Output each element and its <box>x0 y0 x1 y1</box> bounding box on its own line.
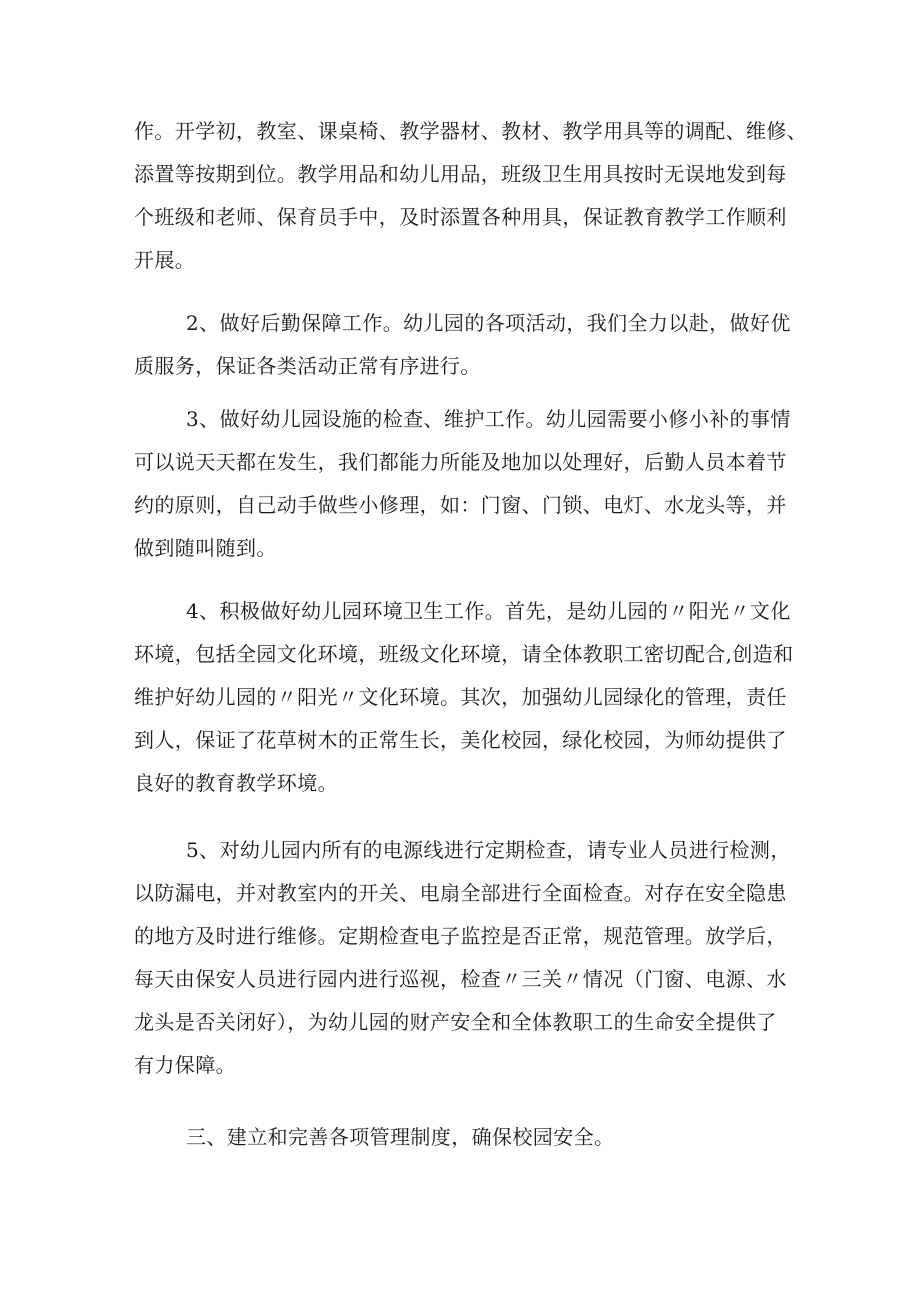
text-line: 质服务，保证各类活动正常有序进行。 <box>134 354 481 378</box>
paragraph-facilities <box>134 110 808 282</box>
text-line: 个班级和老师、保育员手中，及时添置各种用具，保证教育教学工作顺利 <box>134 205 787 229</box>
text-line: 做到随叫随到。 <box>134 536 277 560</box>
paragraph-item-4 <box>134 590 800 805</box>
text-line: 作。开学初，教室、课桌椅、教学器材、教材、教学用具等的调配、维修、 <box>134 119 808 143</box>
text-line: 可以说天天都在发生，我们都能力所能及地加以处理好，后勤人员本着节 <box>134 450 787 474</box>
text-line: 添置等按期到位。教学用品和幼儿用品，班级卫生用具按时无误地发到每 <box>134 162 787 186</box>
paragraph-item-2 <box>134 302 800 388</box>
heading-text: 三、建立和完善各项管理制度，确保校园安全。 <box>186 1125 615 1149</box>
text-line: 环境，包括全园文化环境，班级文化环境，请全体教职工密切配合,创造和 <box>134 642 794 666</box>
text-line: 维护好幼儿园的〃阳光〃文化环境。其次，加强幼儿园绿化的管理，责任 <box>134 685 787 709</box>
text-line: 每天由保安人员进行园内进行巡视，检查〃三关〃情况（门窗、电源、水 <box>134 967 787 991</box>
text-line: 约的原则，自己动手做些小修理，如：门窗、门锁、电灯、水龙头等，并 <box>134 493 787 517</box>
text-line: 4、积极做好幼儿园环境卫生工作。首先，是幼儿园的〃阳光〃文化 <box>186 599 791 623</box>
paragraph-item-3 <box>134 398 800 570</box>
section-heading <box>134 1116 800 1159</box>
text-line: 2、做好后勤保障工作。幼儿园的各项活动，我们全力以赴，做好优 <box>186 311 791 335</box>
text-line: 5、对幼儿园内所有的电源线进行定期检查，请专业人员进行检测， <box>186 838 791 862</box>
text-line: 有力保障。 <box>134 1053 236 1077</box>
text-line: 开展。 <box>134 248 196 272</box>
paragraph-item-5 <box>134 829 800 1087</box>
text-line: 的地方及时进行维修。定期检查电子监控是否正常，规范管理。放学后， <box>134 924 787 948</box>
text-line: 龙头是否关闭好），为幼儿园的财产安全和全体教职工的生命安全提供了 <box>134 1010 777 1034</box>
text-line: 到人，保证了花草树木的正常生长，美化校园，绿化校园，为师幼提供了 <box>134 728 787 752</box>
text-line: 以防漏电，并对教室内的开关、电扇全部进行全面检查。对存在安全隐患 <box>134 881 787 905</box>
text-line: 3、做好幼儿园设施的检查、维护工作。幼儿园需要小修小补的事情 <box>186 407 791 431</box>
text-line: 良好的教育教学环境。 <box>134 771 338 795</box>
